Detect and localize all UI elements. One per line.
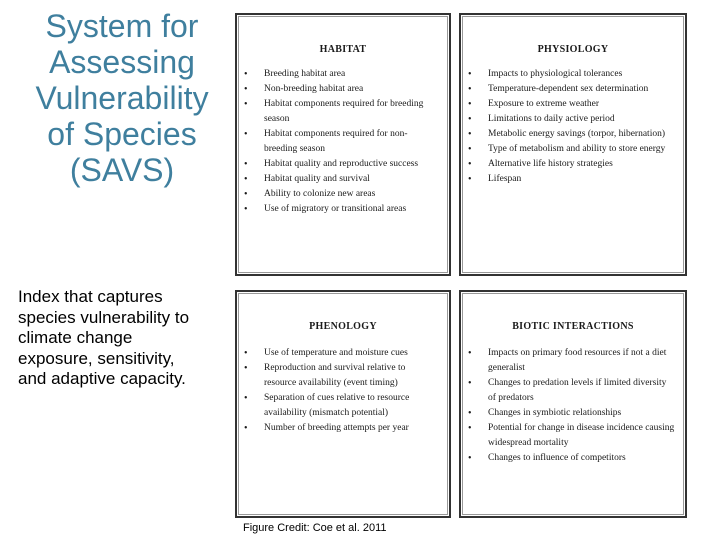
- list-item: • Changes to influence of competitors: [488, 451, 675, 466]
- list-item: • Potential for change in disease incidence causing widespread mortality: [488, 421, 675, 451]
- panel-heading: BIOTIC INTERACTIONS: [512, 321, 634, 332]
- list-item: • Ability to colonize new areas: [264, 187, 439, 202]
- list-item: • Use of migratory or transitional areas: [264, 202, 439, 217]
- biotic-list: [461, 346, 685, 466]
- figure-credit: Figure Credit: Coe et al. 2011: [243, 522, 387, 534]
- list-item: • Changes in symbiotic relationships: [488, 406, 675, 421]
- habitat-panel: [235, 13, 451, 276]
- physiology-panel: [459, 13, 687, 276]
- list-item: • Number of breeding attempts per year: [264, 421, 439, 436]
- phenology-list: [237, 346, 449, 436]
- list-item: • Use of temperature and moisture cues: [264, 346, 439, 361]
- list-item: • Separation of cues relative to resource availability (mismatch potential): [264, 391, 439, 421]
- list-item: • Exposure to extreme weather: [488, 97, 675, 112]
- panel-heading: HABITAT: [319, 44, 367, 55]
- list-item: • Habitat components required for non-breeding season: [264, 127, 439, 157]
- list-item: • Non-breeding habitat area: [264, 82, 439, 97]
- panel-heading: PHENOLOGY: [309, 321, 377, 332]
- biotic-interactions-panel: [459, 290, 687, 518]
- list-item: • Habitat quality and reproductive success: [264, 157, 439, 172]
- habitat-list: [237, 67, 449, 217]
- list-item: • Changes to predation levels if limited diversity of predators: [488, 376, 675, 406]
- slide-title: System for Assessing Vulnerability of Species (SAVS): [35, 8, 209, 188]
- list-item: • Type of metabolism and ability to store energy: [488, 142, 675, 157]
- physiology-list: [461, 67, 685, 187]
- list-item: • Habitat components required for breeding season: [264, 97, 439, 127]
- list-item: • Reproduction and survival relative to resource availability (event timing): [264, 361, 439, 391]
- list-item: • Metabolic energy savings (torpor, hibernation): [488, 127, 675, 142]
- phenology-panel: [235, 290, 451, 518]
- panel-heading: PHYSIOLOGY: [537, 44, 609, 55]
- list-item: • Temperature-dependent sex determination: [488, 82, 675, 97]
- list-item: • Breeding habitat area: [264, 67, 439, 82]
- list-item: • Habitat quality and survival: [264, 172, 439, 187]
- list-item: • Limitations to daily active period: [488, 112, 675, 127]
- list-item: • Impacts on primary food resources if not a diet generalist: [488, 346, 675, 376]
- list-item: • Lifespan: [488, 172, 675, 187]
- list-item: • Impacts to physiological tolerances: [488, 67, 675, 82]
- list-item: • Alternative life history strategies: [488, 157, 675, 172]
- slide-description: Index that captures species vulnerability to climate change exposure, sensitivity, and adaptive capacity.: [18, 287, 190, 388]
